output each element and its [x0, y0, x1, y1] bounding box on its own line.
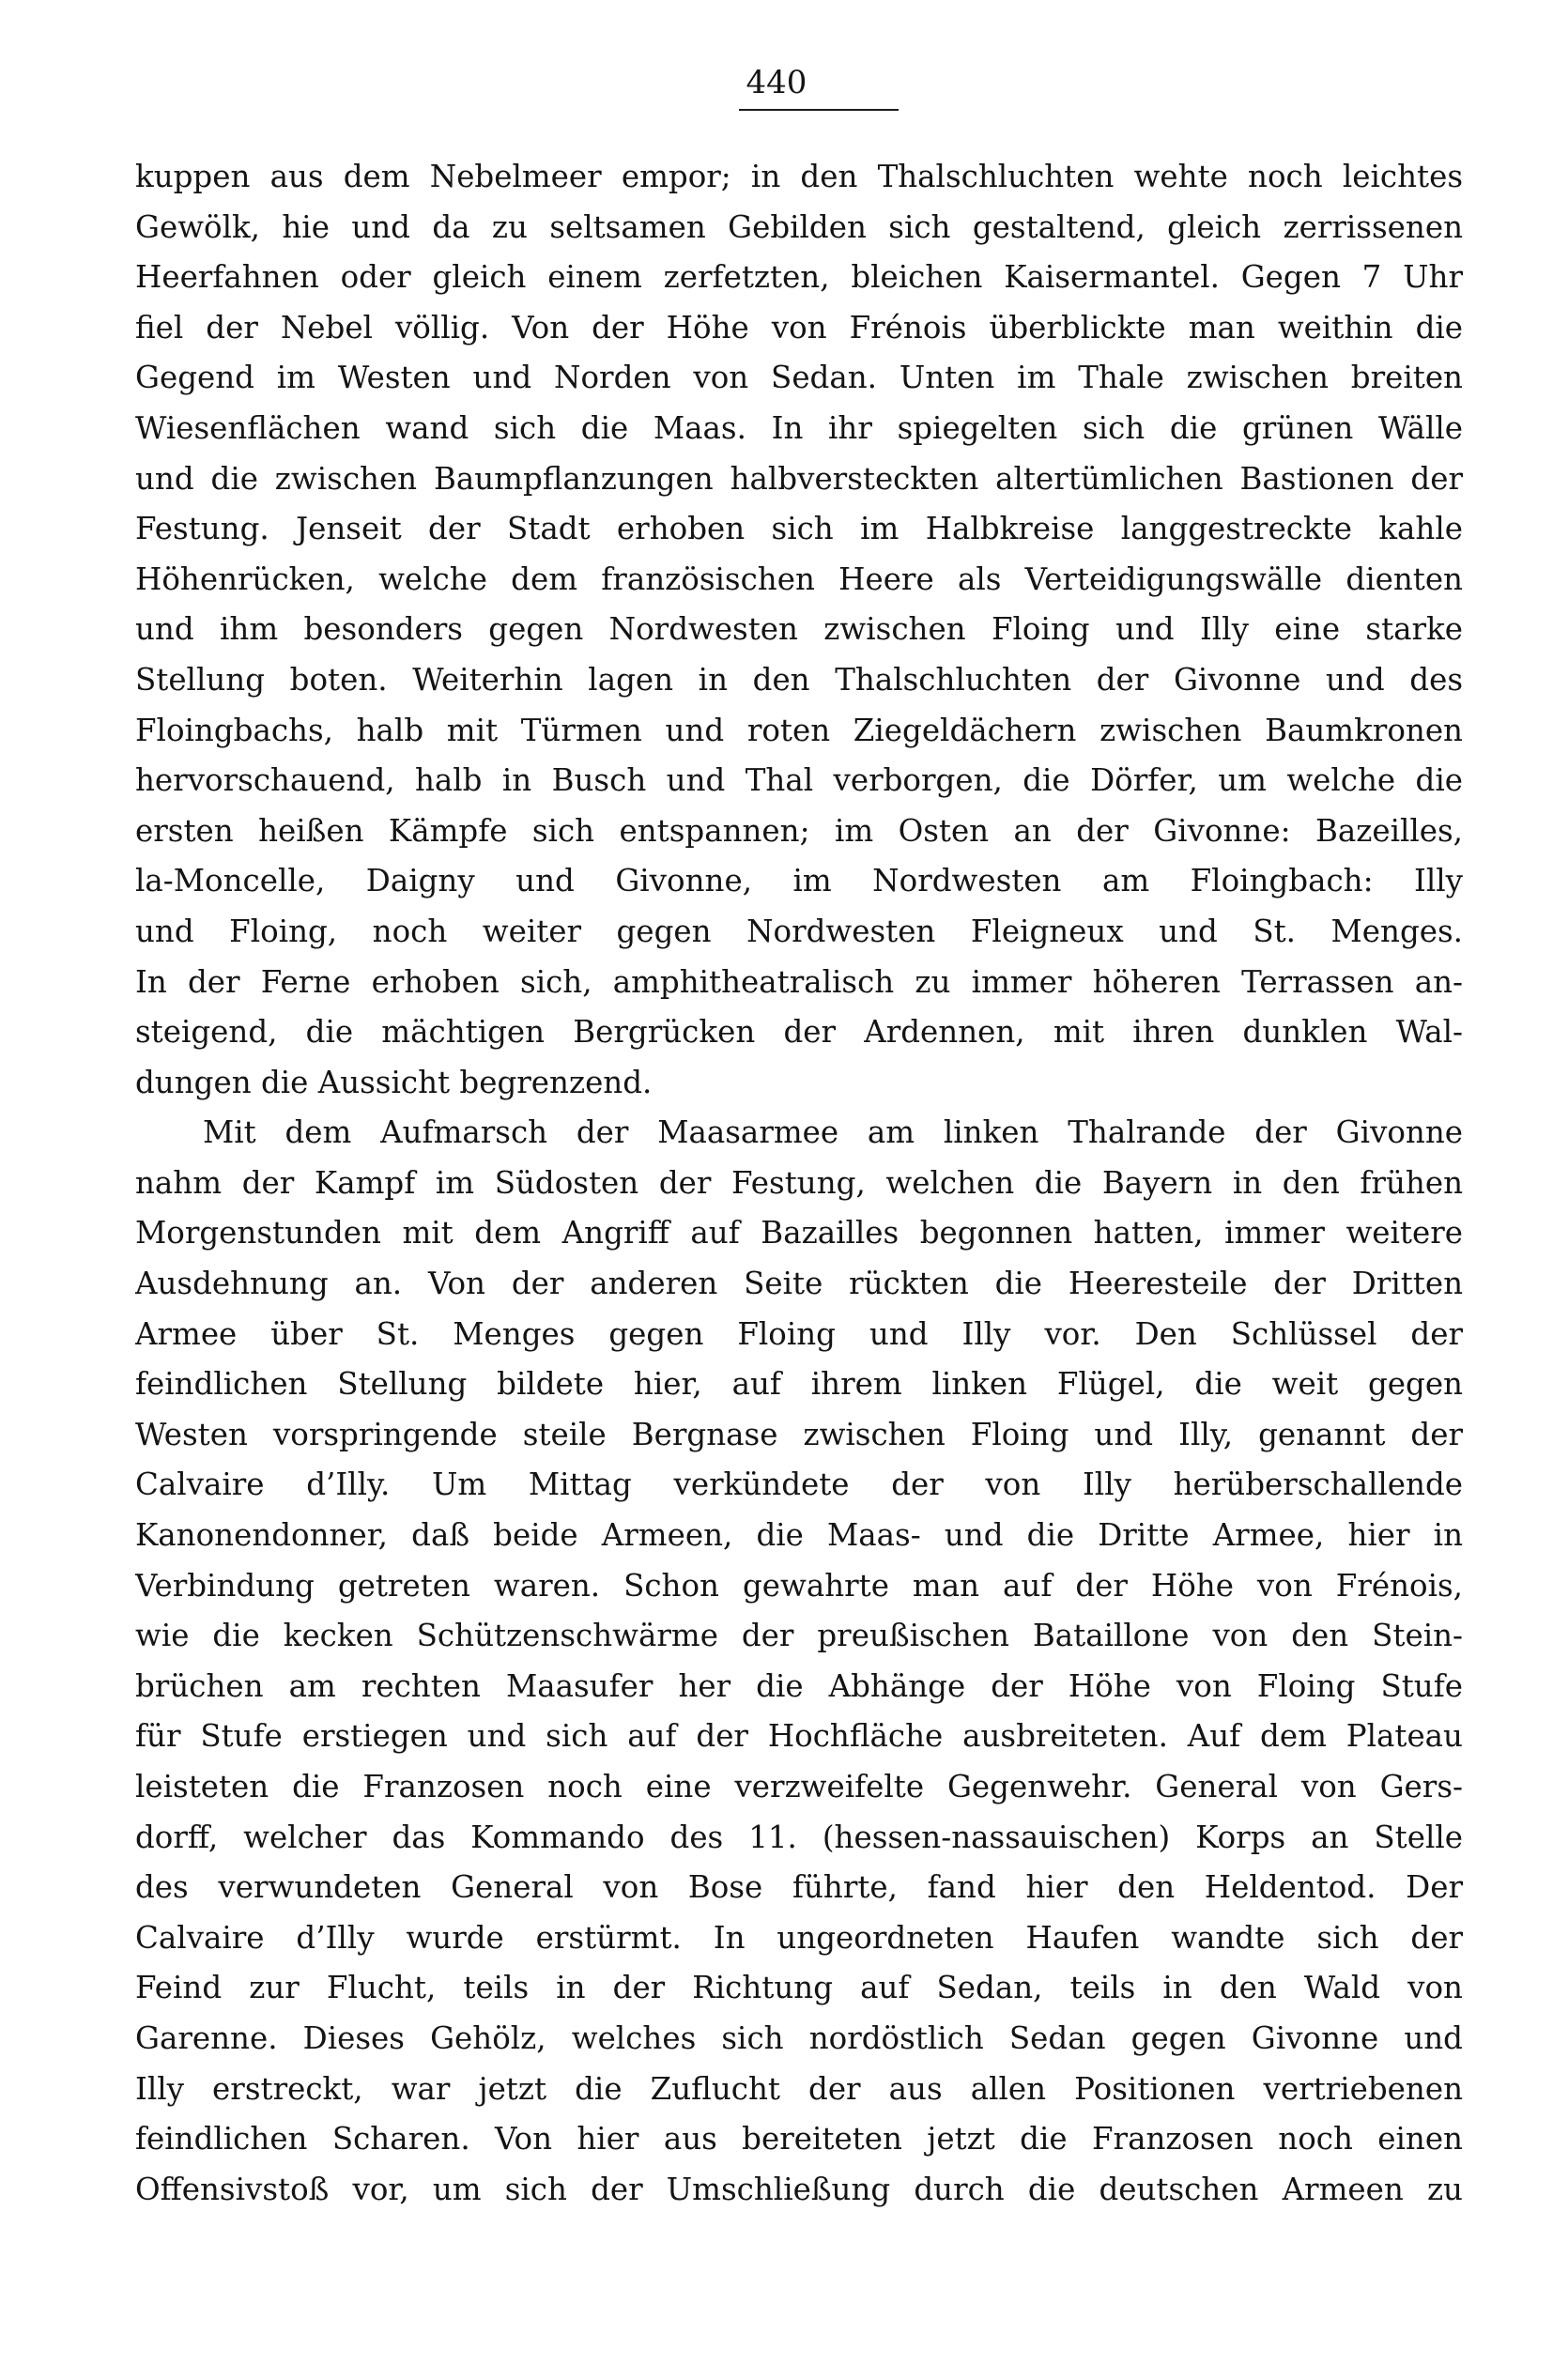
text-line: hervorschauend, halb in Busch und Thal verborgen, die Dörfer, um welche die — [135, 762, 1463, 799]
text-line: Ausdehnung an. Von der anderen Seite rückten die Heeresteile der Dritten — [135, 1266, 1463, 1302]
paragraph-2 — [135, 1108, 1463, 2215]
text-line: Gegend im Westen und Norden von Sedan. Unten im Thale zwischen breiten — [135, 360, 1463, 396]
text-line: wie die kecken Schützenschwärme der preußischen Bataillone von den Stein- — [135, 1618, 1463, 1654]
text-line: In der Ferne erhoben sich, amphitheatralisch zu immer höheren Terrassen an- — [135, 963, 1463, 1000]
text-line: Kanonendonner, daß beide Armeen, die Maas- und die Dritte Armee, hier in — [135, 1517, 1463, 1554]
text-line: brüchen am rechten Maasufer her die Abhänge der Höhe von Floing Stufe — [135, 1667, 1463, 1704]
text-line: la-Moncelle, Daigny und Givonne, im Nordwesten am Floingbach: Illy — [135, 863, 1463, 899]
text-line: feindlichen Scharen. Von hier aus bereiteten jetzt die Franzosen noch einen — [135, 2121, 1463, 2157]
text-line: dungen die Aussicht begrenzend. — [135, 1064, 653, 1100]
text-line: Armee über St. Menges gegen Floing und Illy vor. Den Schlüssel der — [135, 1315, 1463, 1352]
text-line: Illy erstreckt, war jetzt die Zuflucht der aus allen Positionen vertriebenen — [135, 2070, 1463, 2107]
text-line: Gewölk, hie und da zu seltsamen Gebilden sich gestaltend, gleich zerrissenen — [135, 208, 1463, 245]
text-line: dorff, welcher das Kommando des 11. (hessen-nassauischen) Korps an Stelle — [135, 1819, 1463, 1855]
text-line: kuppen aus dem Nebelmeer empor; in den Thalschluchten wehte noch leichtes — [135, 159, 1463, 194]
paragraph-1 — [135, 152, 1463, 1108]
text-line: leisteten die Franzosen noch eine verzweifelte Gegenwehr. General von Gers- — [135, 1769, 1463, 1804]
text-line: steigend, die mächtigen Bergrücken der Ardennen, mit ihren dunklen Wal- — [135, 1014, 1463, 1051]
text-line: nahm der Kampf im Südosten der Festung, welchen die Bayern in den frühen — [135, 1164, 1463, 1201]
text-line: und die zwischen Baumpflanzungen halbversteckten altertümlichen Bastionen der — [135, 460, 1463, 497]
text-line: Wiesenflächen wand sich die Maas. In ihr spiegelten sich die grünen Wälle — [135, 409, 1463, 446]
text-line: Verbindung getreten waren. Schon gewahrte man auf der Höhe von Frénois, — [135, 1567, 1463, 1604]
text-line: Festung. Jenseit der Stadt erhoben sich im Halbkreise langgestreckte kahle — [135, 511, 1463, 547]
text-line: ersten heißen Kämpfe sich entspannen; im Osten an der Givonne: Bazeilles, — [135, 812, 1463, 849]
text-line: Höhenrücken, welche dem französischen Heere als Verteidigungswälle dienten — [135, 560, 1463, 597]
text-line: Calvaire d’Illy wurde erstürmt. In ungeordneten Haufen wandte sich der — [135, 1919, 1463, 1956]
text-line: Heerfahnen oder gleich einem zerfetzten, bleichen Kaisermantel. Gegen 7 Uhr — [135, 259, 1463, 296]
body-text — [135, 152, 1463, 2215]
text-line: Feind zur Flucht, teils in der Richtung auf Sedan, teils in den Wald von — [135, 1970, 1463, 2006]
text-line: Garenne. Dieses Gehölz, welches sich nordöstlich Sedan gegen Givonne und — [135, 2019, 1463, 2056]
text-line: fiel der Nebel völlig. Von der Höhe von Frénois überblickte man weithin die — [135, 309, 1463, 345]
text-line: Calvaire d’Illy. Um Mittag verkündete der von Illy herüberschallende — [135, 1466, 1463, 1503]
text-line: feindlichen Stellung bildete hier, auf ihrem linken Flügel, die weit gegen — [135, 1366, 1463, 1403]
text-line: Westen vorspringende steile Bergnase zwischen Floing und Illy, genannt der — [135, 1416, 1463, 1452]
text-line: und Floing, noch weiter gegen Nordwesten Fleigneux und St. Menges. — [135, 913, 1463, 949]
text-line: Morgenstunden mit dem Angriff auf Bazailles begonnen hatten, immer weitere — [135, 1215, 1463, 1251]
text-line: Offensivstoß vor, um sich der Umschließung durch die deutschen Armeen zu — [135, 2171, 1463, 2207]
text-line: Mit dem Aufmarsch der Maasarmee am linken Thalrande der Givonne — [203, 1114, 1463, 1151]
text-line: des verwundeten General von Bose führte, fand hier den Heldentod. Der — [135, 1869, 1463, 1906]
page-number-rule — [739, 109, 899, 111]
text-line: Stellung boten. Weiterhin lagen in den Thalschluchten der Givonne und des — [135, 661, 1463, 698]
text-line: für Stufe erstiegen und sich auf der Hochfläche ausbreiteten. Auf dem Plateau — [135, 1718, 1463, 1755]
text-line: Floingbachs, halb mit Türmen und roten Ziegeldächern zwischen Baumkronen — [135, 712, 1463, 748]
text-line: und ihm besonders gegen Nordwesten zwischen Floing und Illy eine starke — [135, 611, 1463, 648]
page-number: 440 — [746, 64, 807, 101]
